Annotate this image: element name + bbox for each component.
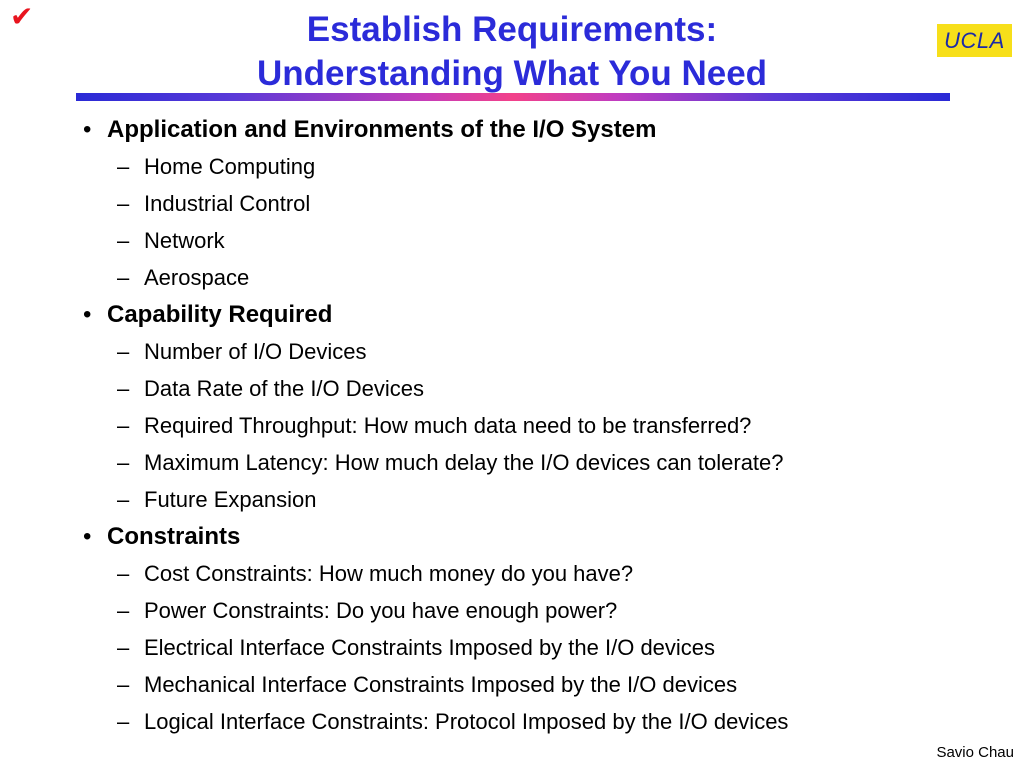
dash-icon: – — [117, 228, 130, 253]
section-heading-text: Capability Required — [107, 301, 333, 328]
dash-icon: – — [117, 413, 130, 438]
title-divider — [76, 93, 950, 101]
list-item-text: Maximum Latency: How much delay the I/O devices can tolerate? — [144, 450, 784, 475]
section-heading — [0, 518, 1024, 555]
list-item-text: Logical Interface Constraints: Protocol Imposed by the I/O devices — [144, 709, 789, 734]
dash-icon: – — [117, 376, 130, 401]
slide-content — [0, 111, 1024, 740]
list-item — [0, 185, 1024, 222]
list-item — [0, 407, 1024, 444]
list-item — [0, 222, 1024, 259]
list-item-text: Network — [144, 228, 225, 253]
footer-author: Savio Chau — [936, 744, 1014, 761]
bullet-icon: • — [83, 301, 92, 328]
section-heading — [0, 111, 1024, 148]
dash-icon: – — [117, 672, 130, 697]
dash-icon: – — [117, 598, 130, 623]
dash-icon: – — [117, 487, 130, 512]
dash-icon: – — [117, 339, 130, 364]
list-item-text: Electrical Interface Constraints Imposed by the I/O devices — [144, 635, 716, 660]
ucla-logo: UCLA — [937, 24, 1012, 57]
slide-title — [100, 8, 924, 96]
slide-title-line-1: Establish Requirements: — [306, 10, 718, 49]
checkmark-icon: ✔ — [10, 0, 34, 33]
dash-icon: – — [117, 561, 130, 586]
bullet-icon: • — [83, 523, 92, 550]
bullet-icon: • — [83, 116, 92, 143]
section-heading-text: Constraints — [107, 523, 241, 550]
list-item-text: Cost Constraints: How much money do you have? — [144, 561, 634, 586]
list-item — [0, 703, 1024, 740]
section-heading-text: Application and Environments of the I/O System — [107, 116, 657, 143]
list-item — [0, 592, 1024, 629]
list-item-text: Number of I/O Devices — [144, 339, 367, 364]
list-item — [0, 666, 1024, 703]
list-item-text: Aerospace — [144, 265, 250, 290]
list-item — [0, 444, 1024, 481]
list-item-text: Future Expansion — [144, 487, 317, 512]
list-item — [0, 629, 1024, 666]
dash-icon: – — [117, 191, 130, 216]
dash-icon: – — [117, 635, 130, 660]
dash-icon: – — [117, 709, 130, 734]
dash-icon: – — [117, 265, 130, 290]
list-item — [0, 148, 1024, 185]
list-item-text: Data Rate of the I/O Devices — [144, 376, 425, 401]
section-heading — [0, 296, 1024, 333]
list-item — [0, 370, 1024, 407]
dash-icon: – — [117, 154, 130, 179]
list-item — [0, 259, 1024, 296]
list-item-text: Mechanical Interface Constraints Imposed by the I/O devices — [144, 672, 738, 697]
list-item — [0, 333, 1024, 370]
list-item-text: Power Constraints: Do you have enough power? — [144, 598, 618, 623]
list-item — [0, 481, 1024, 518]
dash-icon: – — [117, 450, 130, 475]
list-item-text: Required Throughput: How much data need to be transferred? — [144, 413, 752, 438]
slide-title-line-2: Understanding What You Need — [256, 54, 768, 93]
list-item — [0, 555, 1024, 592]
list-item-text: Industrial Control — [144, 191, 311, 216]
list-item-text: Home Computing — [144, 154, 316, 179]
